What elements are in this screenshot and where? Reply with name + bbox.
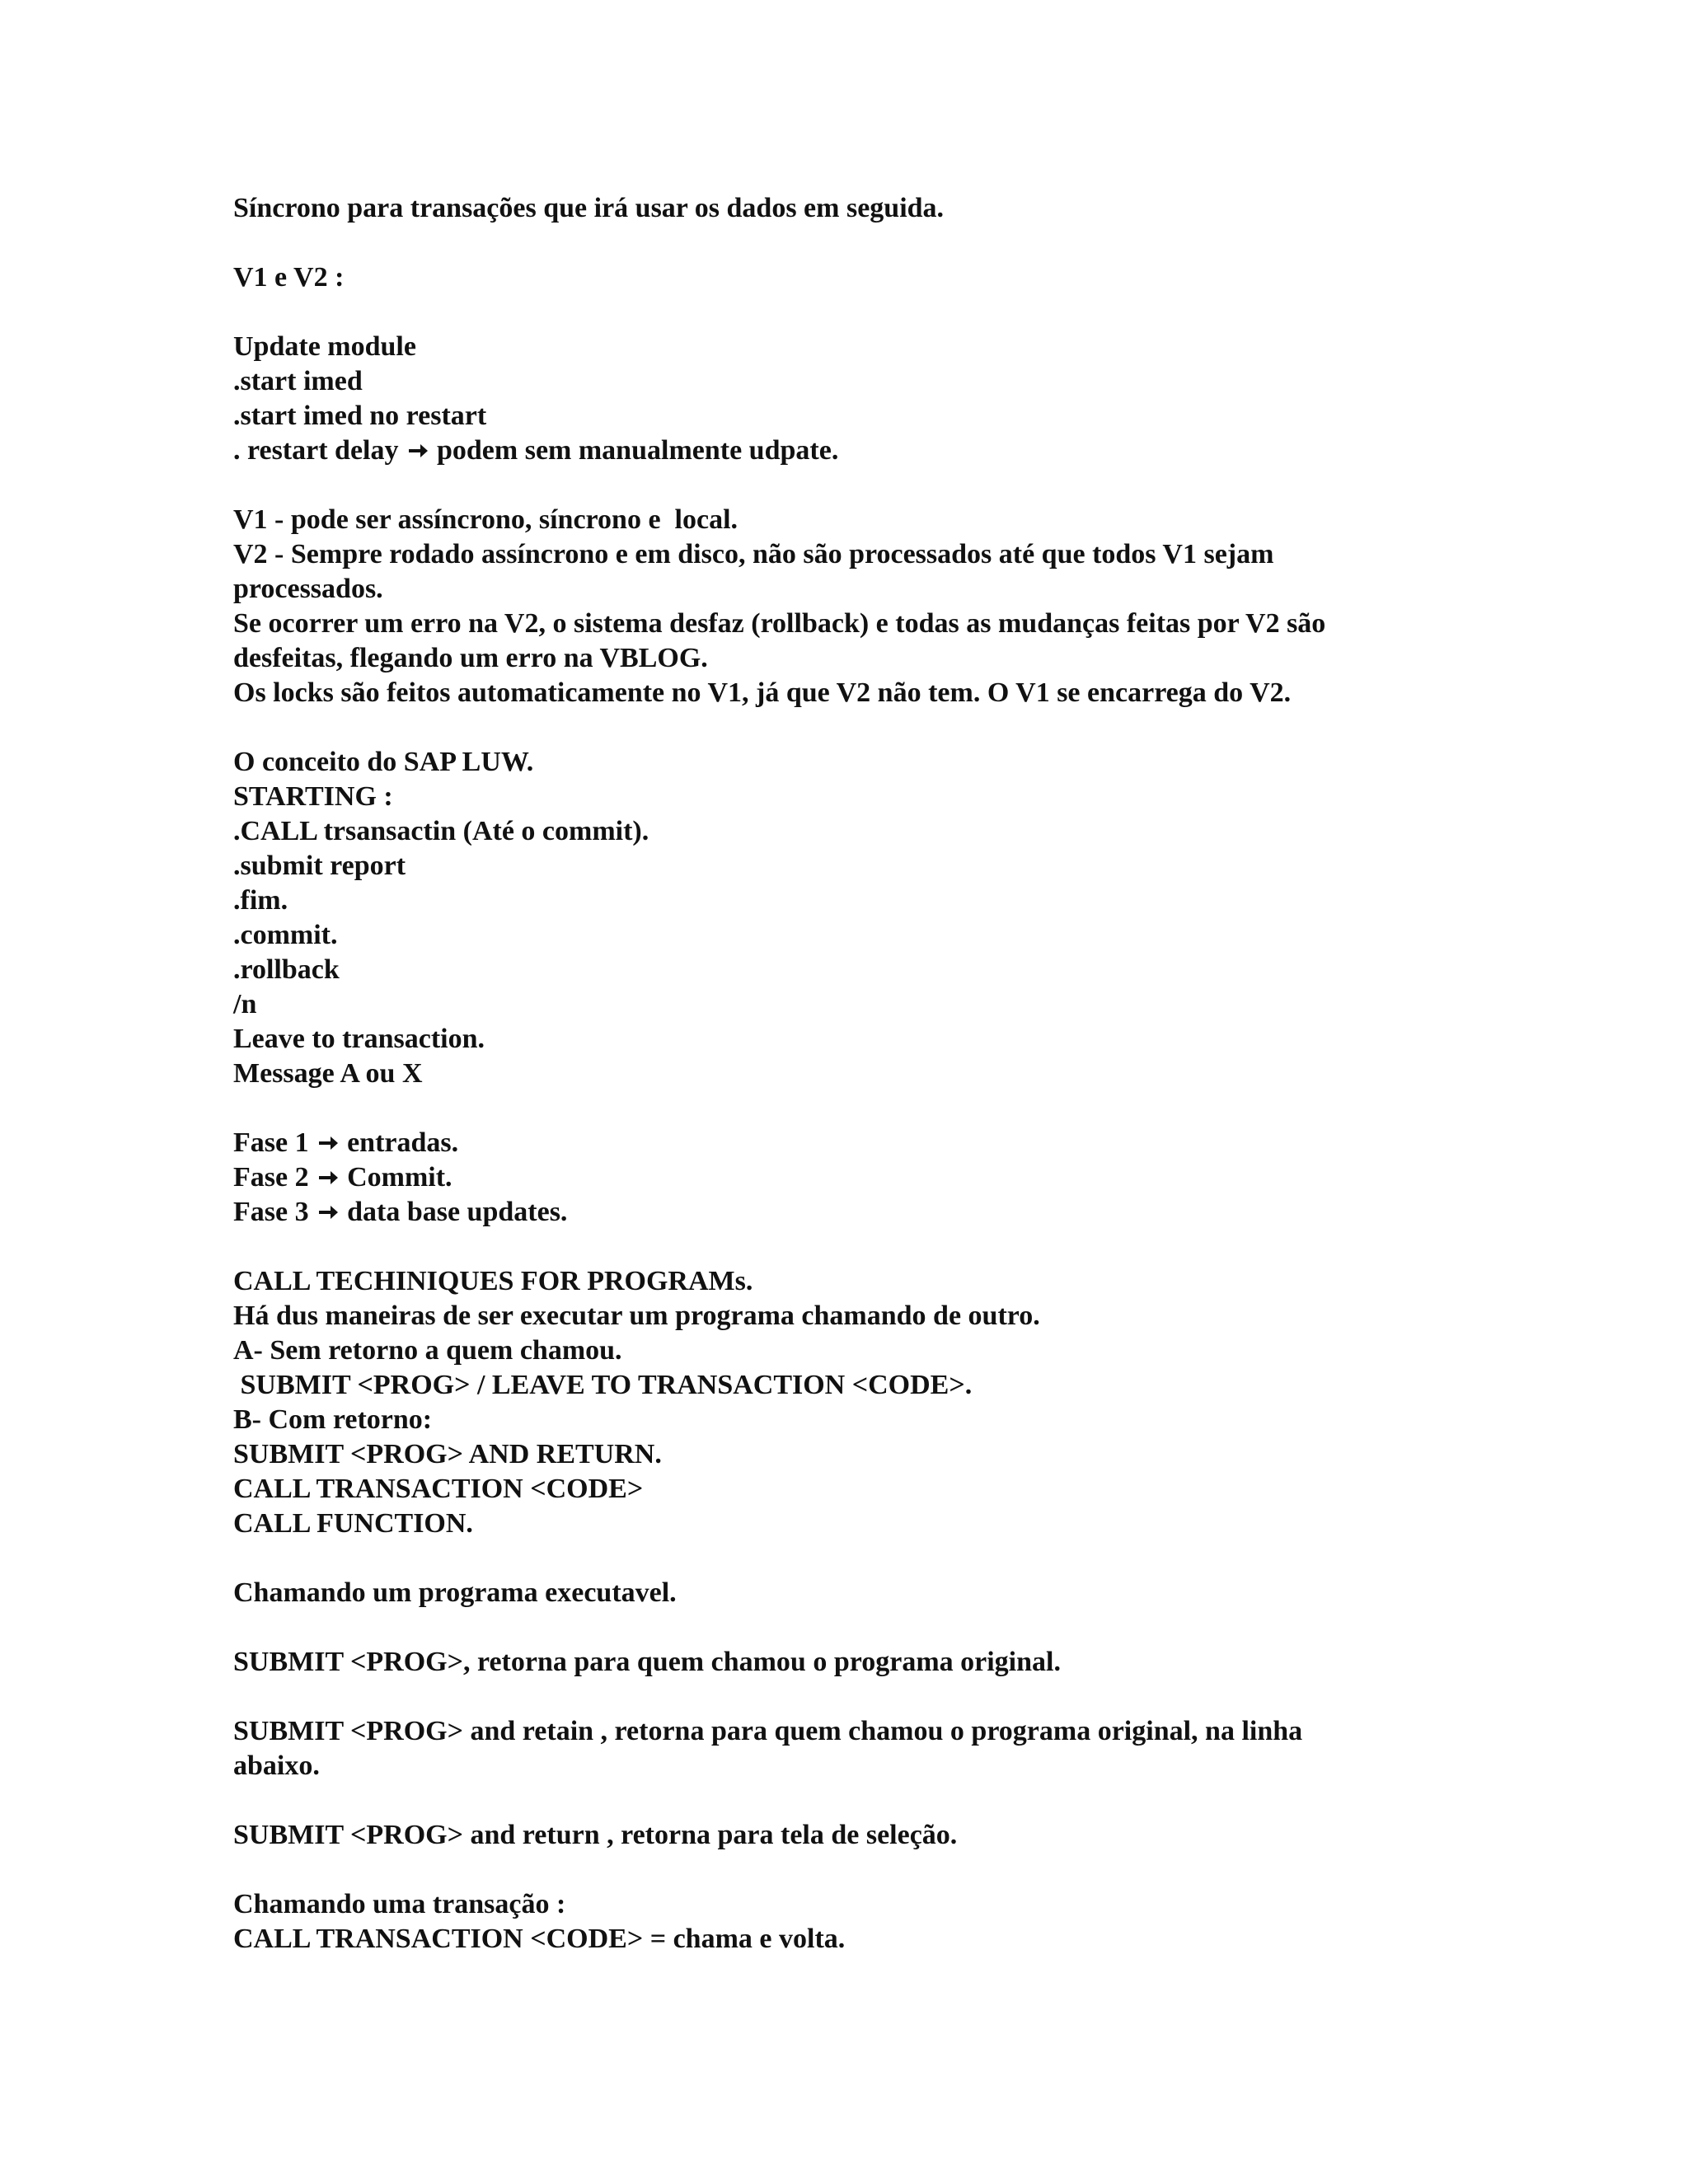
blank-line <box>233 1230 1503 1264</box>
text-line: V2 - Sempre rodado assíncrono e em disco, não são processados até que todos V1 sejam <box>233 539 1274 569</box>
text-line: .CALL trsansactin (Até o commit). <box>233 816 649 846</box>
text-line: Chamando uma transação : <box>233 1889 566 1919</box>
text-line: .submit report <box>233 851 406 881</box>
text-line: desfeitas, flegando um erro na VBLOG. <box>233 643 708 673</box>
text-line: CALL FUNCTION. <box>233 1508 473 1539</box>
blank-line <box>233 1783 1503 1818</box>
text-line: O conceito do SAP LUW. <box>233 747 534 777</box>
text-line: SUBMIT <PROG> and return , retorna para tela de seleção. <box>233 1820 958 1850</box>
arrow-line <box>233 1195 1503 1230</box>
text-line: .fim. <box>233 885 288 916</box>
line-text-after: Commit. <box>347 1162 452 1193</box>
text-line: .start imed <box>233 366 363 396</box>
right-arrow-icon <box>317 1195 340 1230</box>
right-arrow-icon <box>407 434 430 468</box>
text-line: Há dus maneiras de ser executar um programa chamando de outro. <box>233 1301 1040 1331</box>
line-text-after: data base updates. <box>347 1197 568 1227</box>
arrow-line <box>233 1160 1503 1195</box>
text-line: Síncrono para transações que irá usar os dados em seguida. <box>233 193 945 223</box>
line-text-before: Fase 1 <box>233 1127 309 1158</box>
document-body <box>233 191 1503 1957</box>
text-line: Message A ou X <box>233 1058 423 1089</box>
line-text-before: Fase 3 <box>233 1197 309 1227</box>
blank-line <box>233 1680 1503 1714</box>
text-line: Update module <box>233 331 416 362</box>
text-line: Leave to transaction. <box>233 1024 485 1054</box>
text-line: SUBMIT <PROG> and retain , retorna para quem chamou o programa original, na linha <box>233 1716 1303 1746</box>
text-line: Os locks são feitos automaticamente no V1, já que V2 não tem. O V1 se encarrega do V2. <box>233 677 1292 708</box>
text-line: SUBMIT <PROG>, retorna para quem chamou o programa original. <box>233 1647 1061 1677</box>
text-line: V1 e V2 : <box>233 262 345 293</box>
right-arrow-icon <box>317 1160 340 1195</box>
blank-line <box>233 295 1503 330</box>
text-line: .start imed no restart <box>233 401 487 431</box>
text-line: SUBMIT <PROG> / LEAVE TO TRANSACTION <CODE>. <box>233 1370 973 1400</box>
blank-line <box>233 1541 1503 1576</box>
text-line: CALL TRANSACTION <CODE> <box>233 1474 644 1504</box>
text-line: /n <box>233 989 257 1019</box>
blank-line <box>233 1610 1503 1645</box>
text-line: Chamando um programa executavel. <box>233 1577 677 1608</box>
text-line: CALL TRANSACTION <CODE> = chama e volta. <box>233 1924 846 1954</box>
text-line: B- Com retorno: <box>233 1404 433 1435</box>
blank-line <box>233 1091 1503 1126</box>
blank-line <box>233 1853 1503 1887</box>
blank-line <box>233 468 1503 503</box>
text-line: Se ocorrer um erro na V2, o sistema desfaz (rollback) e todas as mudanças feitas por V2 são <box>233 608 1326 639</box>
text-line: V1 - pode ser assíncrono, síncrono e local. <box>233 504 738 535</box>
blank-line <box>233 710 1503 745</box>
line-text-after: entradas. <box>347 1127 459 1158</box>
text-line: processados. <box>233 574 383 604</box>
text-line: abaixo. <box>233 1750 320 1781</box>
text-line: A- Sem retorno a quem chamou. <box>233 1335 622 1366</box>
line-text-before: Fase 2 <box>233 1162 309 1193</box>
arrow-line <box>233 434 1503 468</box>
line-text-before: . restart delay <box>233 435 399 466</box>
right-arrow-icon <box>317 1126 340 1160</box>
blank-line <box>233 226 1503 260</box>
text-line: SUBMIT <PROG> AND RETURN. <box>233 1439 662 1469</box>
arrow-line <box>233 1126 1503 1160</box>
line-text-after: podem sem manualmente udpate. <box>436 435 839 466</box>
text-line: STARTING : <box>233 781 393 812</box>
text-line: .rollback <box>233 954 340 985</box>
text-line: CALL TECHINIQUES FOR PROGRAMs. <box>233 1266 753 1296</box>
text-line: .commit. <box>233 920 338 950</box>
